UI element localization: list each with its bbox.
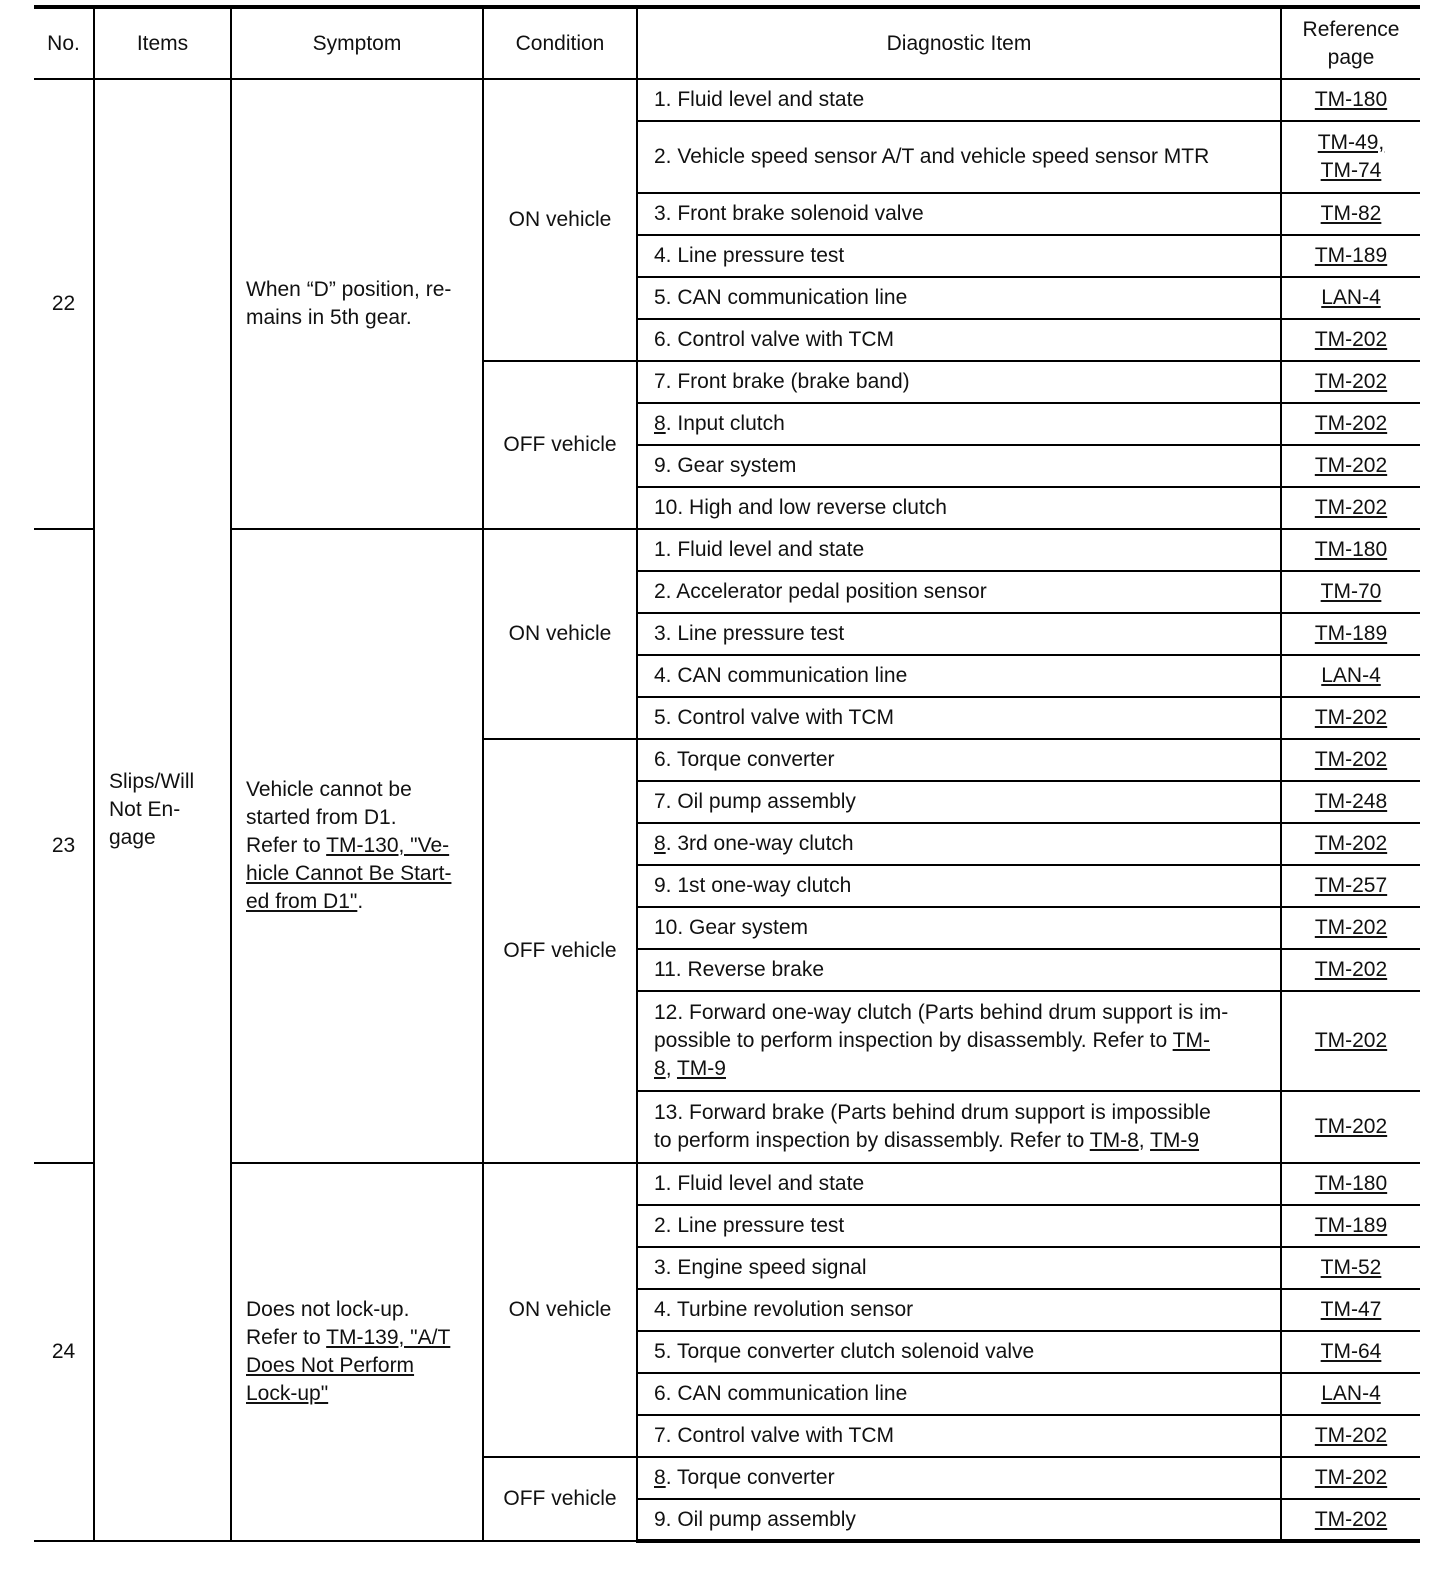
header-symptom: Symptom — [231, 7, 483, 79]
diagnostic-item-line: 6. CAN communication line — [654, 1382, 908, 1405]
reference-cell — [1281, 403, 1420, 445]
reference-link[interactable]: TM-189 — [1314, 244, 1388, 267]
condition-cell: ON vehicle — [483, 529, 637, 739]
inline-reference-link[interactable]: TM-9 — [676, 1057, 726, 1080]
reference-cell — [1281, 1331, 1420, 1373]
inline-reference-link[interactable]: 8 — [654, 412, 666, 435]
reference-cell — [1281, 445, 1420, 487]
symptom-reference-link[interactable]: Does Not Perform — [246, 1354, 415, 1377]
diagnostic-item-line: 11. Reverse brake — [654, 958, 825, 981]
condition-cell: OFF vehicle — [483, 739, 637, 1163]
diagnostic-table — [34, 5, 1420, 1543]
reference-link[interactable]: TM-202 — [1314, 832, 1388, 855]
reference-cell — [1281, 1205, 1420, 1247]
diagnostic-item — [637, 487, 1281, 529]
reference-link[interactable]: TM-202 — [1314, 748, 1388, 771]
diagnostic-item-line: 8. 3rd one-way clutch — [654, 832, 854, 855]
reference-link[interactable]: TM-202 — [1314, 1466, 1388, 1489]
symptom-reference-link[interactable]: ed from D1" — [246, 890, 358, 913]
header-reference-page — [1281, 7, 1420, 79]
diagnostic-item-line: possible to perform inspection by disassembly. Refer to TM- — [654, 1029, 1210, 1052]
symptom-cell — [231, 1163, 483, 1541]
reference-link[interactable]: TM-202 — [1314, 328, 1388, 351]
reference-cell — [1281, 1247, 1420, 1289]
reference-cell — [1281, 991, 1420, 1091]
reference-link[interactable]: TM-202 — [1314, 958, 1388, 981]
reference-cell — [1281, 655, 1420, 697]
diagnostic-item — [637, 1373, 1281, 1415]
condition-cell: ON vehicle — [483, 79, 637, 361]
reference-link[interactable]: TM-202 — [1314, 706, 1388, 729]
inline-reference-link[interactable]: 8 — [654, 1466, 666, 1489]
reference-cell — [1281, 1091, 1420, 1163]
diagnostic-item-line: 8. Torque converter — [654, 1466, 835, 1489]
diagnostic-item — [637, 613, 1281, 655]
inline-reference-link[interactable]: 8 — [654, 832, 666, 855]
condition-cell: ON vehicle — [483, 1163, 637, 1457]
reference-link[interactable]: LAN-4 — [1321, 664, 1381, 687]
diagnostic-item — [637, 823, 1281, 865]
items-label-line: Slips/Will — [109, 770, 195, 793]
diagnostic-item — [637, 277, 1281, 319]
table-row — [34, 79, 1420, 121]
symptom-line: Does not lock-up. — [246, 1298, 410, 1321]
reference-link[interactable]: TM-52 — [1320, 1256, 1382, 1279]
reference-link[interactable]: TM-180 — [1314, 538, 1388, 561]
reference-link[interactable]: TM-202 — [1314, 1507, 1388, 1531]
reference-link[interactable]: TM-202 — [1314, 370, 1388, 393]
items-cell — [94, 79, 231, 1541]
diagnostic-item-line: 12. Forward one-way clutch (Parts behind drum support is im- — [654, 1001, 1229, 1024]
diagnostic-item-line: 13. Forward brake (Parts behind drum support is impossible — [654, 1101, 1211, 1124]
reference-link[interactable]: TM-70 — [1320, 580, 1382, 603]
reference-cell — [1281, 907, 1420, 949]
diagnostic-item-line: 10. High and low reverse clutch — [654, 496, 947, 519]
reference-link[interactable]: TM-202 — [1314, 496, 1388, 519]
header-condition: Condition — [483, 7, 637, 79]
symptom-text — [246, 776, 476, 916]
symptom-reference-link[interactable]: TM-130, "Ve- — [326, 834, 450, 857]
symptom-line: Refer to TM-130, "Ve- — [246, 834, 450, 857]
diagnostic-item — [637, 403, 1281, 445]
reference-cell — [1281, 529, 1420, 571]
diagnostic-item — [637, 1415, 1281, 1457]
diagnostic-item — [637, 1499, 1281, 1541]
reference-cell — [1281, 277, 1420, 319]
diagnostic-item — [637, 1457, 1281, 1499]
diagnostic-item-line: 9. Oil pump assembly — [654, 1507, 856, 1531]
header-no: No. — [34, 7, 94, 79]
diagnostic-item-line: 6. Control valve with TCM — [654, 328, 895, 351]
diagnostic-item — [637, 445, 1281, 487]
reference-cell — [1281, 1289, 1420, 1331]
reference-link[interactable]: TM-257 — [1314, 874, 1388, 897]
row-number: 22 — [34, 79, 94, 529]
diagnostic-item-line: 9. Gear system — [654, 454, 797, 477]
diagnostic-item-line: 10. Gear system — [654, 916, 809, 939]
reference-link[interactable]: TM-47 — [1320, 1298, 1382, 1321]
reference-cell — [1281, 781, 1420, 823]
reference-link[interactable]: TM-82 — [1320, 202, 1382, 225]
reference-cell — [1281, 361, 1420, 403]
inline-reference-link[interactable]: TM- — [1172, 1029, 1210, 1052]
reference-cell — [1281, 1457, 1420, 1499]
diagnostic-item — [637, 1163, 1281, 1205]
reference-link[interactable]: TM-180 — [1314, 1172, 1388, 1195]
diagnostic-item — [637, 235, 1281, 277]
header-reference-line2: page — [1327, 45, 1375, 69]
reference-cell — [1281, 1415, 1420, 1457]
table-body — [34, 79, 1420, 1541]
diagnostic-item — [637, 949, 1281, 991]
diagnostic-item-line: 3. Engine speed signal — [654, 1256, 867, 1279]
reference-link[interactable]: TM-202 — [1314, 916, 1388, 939]
symptom-line — [246, 1380, 476, 1408]
header-row — [34, 7, 1420, 79]
diagnostic-item-line: 7. Oil pump assembly — [654, 790, 856, 813]
reference-link[interactable]: TM-248 — [1314, 790, 1388, 813]
diagnostic-item — [637, 991, 1281, 1091]
diagnostic-item-line: 3. Front brake solenoid valve — [654, 202, 924, 225]
reference-cell — [1281, 1373, 1420, 1415]
symptom-text — [246, 276, 476, 332]
diagnostic-item-line: 2. Line pressure test — [654, 1214, 845, 1237]
header-diagnostic-item: Diagnostic Item — [637, 7, 1281, 79]
diagnostic-item-line: 7. Control valve with TCM — [654, 1424, 895, 1447]
reference-cell — [1281, 1163, 1420, 1205]
diagnostic-item-line: 1. Fluid level and state — [654, 538, 865, 561]
reference-link[interactable]: TM-49, — [1317, 131, 1385, 154]
diagnostic-item-line: 1. Fluid level and state — [654, 1172, 865, 1195]
symptom-line: mains in 5th gear. — [246, 306, 412, 329]
diagnostic-item — [637, 907, 1281, 949]
reference-cell — [1281, 193, 1420, 235]
symptom-text — [246, 1296, 476, 1408]
diagnostic-item — [637, 79, 1281, 121]
reference-cell — [1281, 319, 1420, 361]
reference-link[interactable]: TM-64 — [1320, 1340, 1382, 1363]
reference-link[interactable]: TM-189 — [1314, 1214, 1388, 1237]
reference-link[interactable]: TM-202 — [1314, 412, 1388, 435]
diagnostic-item-line: 7. Front brake (brake band) — [654, 370, 910, 393]
diagnostic-item-line: to perform inspection by disassembly. Refer to TM-8, TM-9 — [654, 1129, 1200, 1152]
reference-link[interactable]: TM-202 — [1314, 454, 1388, 477]
reference-link[interactable]: TM-202 — [1314, 1029, 1388, 1052]
inline-reference-link[interactable]: 8 — [654, 1057, 666, 1080]
diagnostic-item — [637, 781, 1281, 823]
diagnostic-item-line: 4. CAN communication line — [654, 664, 908, 687]
reference-link[interactable]: TM-202 — [1314, 1424, 1388, 1447]
symptom-line — [246, 1352, 476, 1380]
reference-cell — [1281, 487, 1420, 529]
diagnostic-item — [637, 697, 1281, 739]
diagnostic-item — [637, 1331, 1281, 1373]
reference-cell — [1281, 823, 1420, 865]
reference-link[interactable]: TM-189 — [1314, 622, 1388, 645]
inline-reference-link[interactable]: TM-9 — [1150, 1129, 1200, 1152]
diagnostic-item — [637, 739, 1281, 781]
table-row — [34, 1163, 1420, 1205]
diagnostic-item-line: 8, TM-9 — [654, 1057, 726, 1080]
diagnostic-item-line: 5. Torque converter clutch solenoid valve — [654, 1340, 1035, 1363]
reference-link[interactable]: LAN-4 — [1321, 286, 1381, 309]
symptom-reference-link[interactable]: Lock-up" — [246, 1382, 329, 1405]
diagnostic-item-line: 3. Line pressure test — [654, 622, 845, 645]
symptom-line: Refer to TM-139, "A/T — [246, 1326, 451, 1349]
diagnostic-item-line: 9. 1st one-way clutch — [654, 874, 852, 897]
diagnostic-item — [637, 529, 1281, 571]
symptom-line: Vehicle cannot be — [246, 778, 412, 801]
reference-cell — [1281, 1499, 1420, 1541]
row-number: 23 — [34, 529, 94, 1163]
symptom-line: started from D1. — [246, 806, 397, 829]
symptom-line: ed from D1". — [246, 890, 364, 913]
diagnostic-item — [637, 193, 1281, 235]
diagnostic-item-line: 4. Turbine revolution sensor — [654, 1298, 914, 1321]
diagnostic-item-line: 6. Torque converter — [654, 748, 835, 771]
header-reference-line1: Reference — [1302, 17, 1400, 41]
reference-cell — [1281, 235, 1420, 277]
symptom-reference-link[interactable]: hicle Cannot Be Start- — [246, 862, 452, 885]
symptom-line — [246, 860, 476, 888]
header-items: Items — [94, 7, 231, 79]
reference-cell — [1281, 697, 1420, 739]
items-label-line: gage — [109, 826, 156, 849]
diagnostic-item — [637, 319, 1281, 361]
diagnostic-item — [637, 361, 1281, 403]
row-number: 24 — [34, 1163, 94, 1541]
table-row — [34, 529, 1420, 571]
diagnostic-item — [637, 655, 1281, 697]
diagnostic-item-line: 4. Line pressure test — [654, 244, 845, 267]
diagnostic-item — [637, 865, 1281, 907]
items-label — [109, 768, 230, 852]
items-label-line: Not En- — [109, 798, 181, 821]
diagnostic-item-line: 1. Fluid level and state — [654, 88, 865, 111]
diagnostic-item-line: 5. Control valve with TCM — [654, 706, 895, 729]
diagnostic-item-line: 8. Input clutch — [654, 412, 785, 435]
reference-link[interactable]: TM-202 — [1314, 1115, 1388, 1138]
condition-cell: OFF vehicle — [483, 1457, 637, 1541]
diagnostic-item-line: 2. Vehicle speed sensor A/T and vehicle speed sensor MTR — [654, 145, 1210, 168]
reference-cell — [1281, 865, 1420, 907]
diagnostic-item — [637, 571, 1281, 613]
symptom-cell — [231, 529, 483, 1163]
diagnostic-item — [637, 1247, 1281, 1289]
reference-cell — [1281, 121, 1420, 193]
diagnostic-item-line: 5. CAN communication line — [654, 286, 908, 309]
diagnostic-item — [637, 1205, 1281, 1247]
diagnostic-item — [637, 121, 1281, 193]
reference-link[interactable]: TM-180 — [1314, 88, 1388, 111]
diagnostic-item — [637, 1091, 1281, 1163]
reference-cell — [1281, 949, 1420, 991]
reference-cell — [1281, 571, 1420, 613]
symptom-cell — [231, 79, 483, 529]
reference-link[interactable]: LAN-4 — [1321, 1382, 1381, 1405]
reference-cell — [1281, 79, 1420, 121]
diagnostic-item-line: 2. Accelerator pedal position sensor — [654, 580, 987, 603]
symptom-reference-link[interactable]: TM-139, "A/T — [326, 1326, 451, 1349]
inline-reference-link[interactable]: TM-8 — [1089, 1129, 1139, 1152]
diagnostic-item — [637, 1289, 1281, 1331]
symptom-line: When “D” position, re- — [246, 278, 452, 301]
reference-cell — [1281, 613, 1420, 655]
reference-cell — [1281, 739, 1420, 781]
reference-link[interactable]: TM-74 — [1320, 159, 1382, 182]
condition-cell: OFF vehicle — [483, 361, 637, 529]
